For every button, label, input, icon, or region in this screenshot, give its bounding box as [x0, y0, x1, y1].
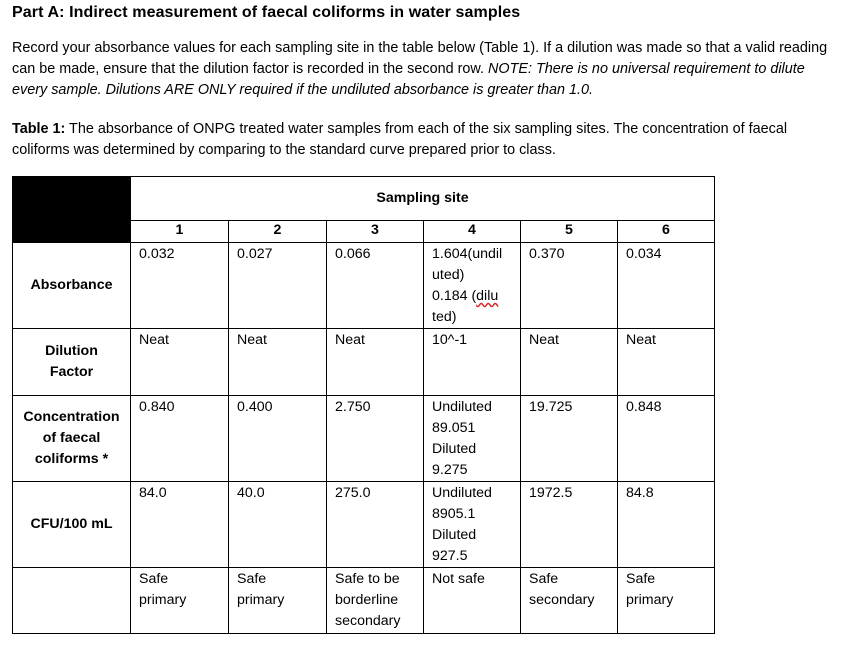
safety-site-2-line: Safe [237, 571, 267, 587]
safety-row [13, 568, 715, 634]
concentration-site-6: 0.848 [618, 396, 715, 482]
table-caption-label: Table 1: [12, 121, 66, 137]
dilution-site-3: Neat [327, 329, 424, 396]
site-number: 6 [618, 221, 715, 243]
dilution-label [13, 329, 131, 396]
table-header-row [13, 177, 715, 221]
safety-site-3 [327, 568, 424, 634]
spellcheck-underline: dilu [476, 288, 499, 304]
concentration-label [13, 396, 131, 482]
safety-site-3-line: Safe to be [335, 571, 400, 587]
absorbance-site-4-line: ted) [432, 309, 457, 325]
cfu-site-4-line: Diluted [432, 527, 477, 543]
safety-site-6 [618, 568, 715, 634]
table-caption-text: The absorbance of ONPG treated water samples from each of the six sampling sites. The concentration of faecal coliforms was determined by comparing to the standard curve prepared prior to class. [12, 121, 788, 158]
instructions-text: Record your absorbance values for each sampling site in the table below (Table 1). If a dilution was made so that a valid reading can be made, ensure that the dilution factor is recorded in the second row. [12, 40, 828, 77]
dilution-row [13, 329, 715, 396]
dilution-label-line: Factor [49, 364, 94, 380]
safety-site-1-line: primary [139, 592, 187, 608]
concentration-site-2: 0.400 [229, 396, 327, 482]
dilution-site-6: Neat [618, 329, 715, 396]
absorbance-site-5: 0.370 [521, 243, 618, 329]
dilution-site-4: 10^-1 [424, 329, 521, 396]
absorbance-site-1: 0.032 [131, 243, 229, 329]
dilution-site-5: Neat [521, 329, 618, 396]
site-number: 2 [229, 221, 327, 243]
concentration-row [13, 396, 715, 482]
absorbance-site-4-line: 1.604(undil [432, 246, 503, 262]
safety-site-5 [521, 568, 618, 634]
site-number: 1 [131, 221, 229, 243]
cfu-site-1: 84.0 [131, 482, 229, 568]
safety-site-3-line: secondary [335, 613, 401, 629]
site-number: 4 [424, 221, 521, 243]
dilution-site-1: Neat [131, 329, 229, 396]
dilution-label-line: Dilution [45, 343, 98, 359]
cfu-row [13, 482, 715, 568]
safety-site-5-line: Safe [529, 571, 559, 587]
absorbance-site-4-line [432, 286, 512, 307]
safety-site-6-line: Safe [626, 571, 656, 587]
concentration-site-4-line: Undiluted [432, 399, 492, 415]
absorbance-site-4-line: uted) [432, 267, 465, 283]
safety-site-3-line: borderline [335, 592, 399, 608]
dilution-site-2: Neat [229, 329, 327, 396]
section-heading: Part A: Indirect measurement of faecal coliforms in water samples [12, 4, 521, 21]
concentration-site-5: 19.725 [521, 396, 618, 482]
cfu-site-4-line: Undiluted [432, 485, 492, 501]
cfu-site-3: 275.0 [327, 482, 424, 568]
concentration-label-line: coliforms * [34, 451, 109, 467]
concentration-label-line: of faecal [42, 430, 101, 446]
safety-site-4: Not safe [424, 568, 521, 634]
instructions-paragraph [12, 38, 832, 101]
safety-site-5-line: secondary [529, 592, 595, 608]
safety-label-empty [13, 568, 131, 634]
concentration-site-4 [424, 396, 521, 482]
concentration-site-3: 2.750 [327, 396, 424, 482]
cfu-site-4-line: 8905.1 [432, 506, 476, 522]
safety-site-2 [229, 568, 327, 634]
concentration-site-4-line: 9.275 [432, 462, 468, 478]
site-number: 5 [521, 221, 618, 243]
site-number: 3 [327, 221, 424, 243]
concentration-site-4-line: 89.051 [432, 420, 476, 436]
absorbance-site-2: 0.027 [229, 243, 327, 329]
cfu-site-4-line: 927.5 [432, 548, 468, 564]
absorbance-site-6: 0.034 [618, 243, 715, 329]
blank-corner-cell [13, 177, 131, 243]
cfu-site-2: 40.0 [229, 482, 327, 568]
sampling-site-header: Sampling site [131, 177, 715, 221]
absorbance-site-4 [424, 243, 521, 329]
cfu-site-6: 84.8 [618, 482, 715, 568]
absorbance-site-4-text: 0.184 ( [432, 288, 477, 304]
cfu-site-4 [424, 482, 521, 568]
absorbance-label: Absorbance [13, 243, 131, 329]
safety-site-1-line: Safe [139, 571, 169, 587]
concentration-site-1: 0.840 [131, 396, 229, 482]
table-caption [12, 119, 832, 161]
safety-site-2-line: primary [237, 592, 285, 608]
safety-site-1 [131, 568, 229, 634]
cfu-label: CFU/100 mL [13, 482, 131, 568]
absorbance-row [13, 243, 715, 329]
results-table [12, 176, 715, 634]
cfu-site-5: 1972.5 [521, 482, 618, 568]
concentration-label-line: Concentration [23, 409, 120, 425]
safety-site-6-line: primary [626, 592, 674, 608]
instructions-note: NOTE: There is no universal requirement to dilute every sample. Dilutions ARE ONLY required if the undiluted absorbance is greater than 1.0. [12, 61, 805, 98]
concentration-site-4-line: Diluted [432, 441, 477, 457]
absorbance-site-3: 0.066 [327, 243, 424, 329]
